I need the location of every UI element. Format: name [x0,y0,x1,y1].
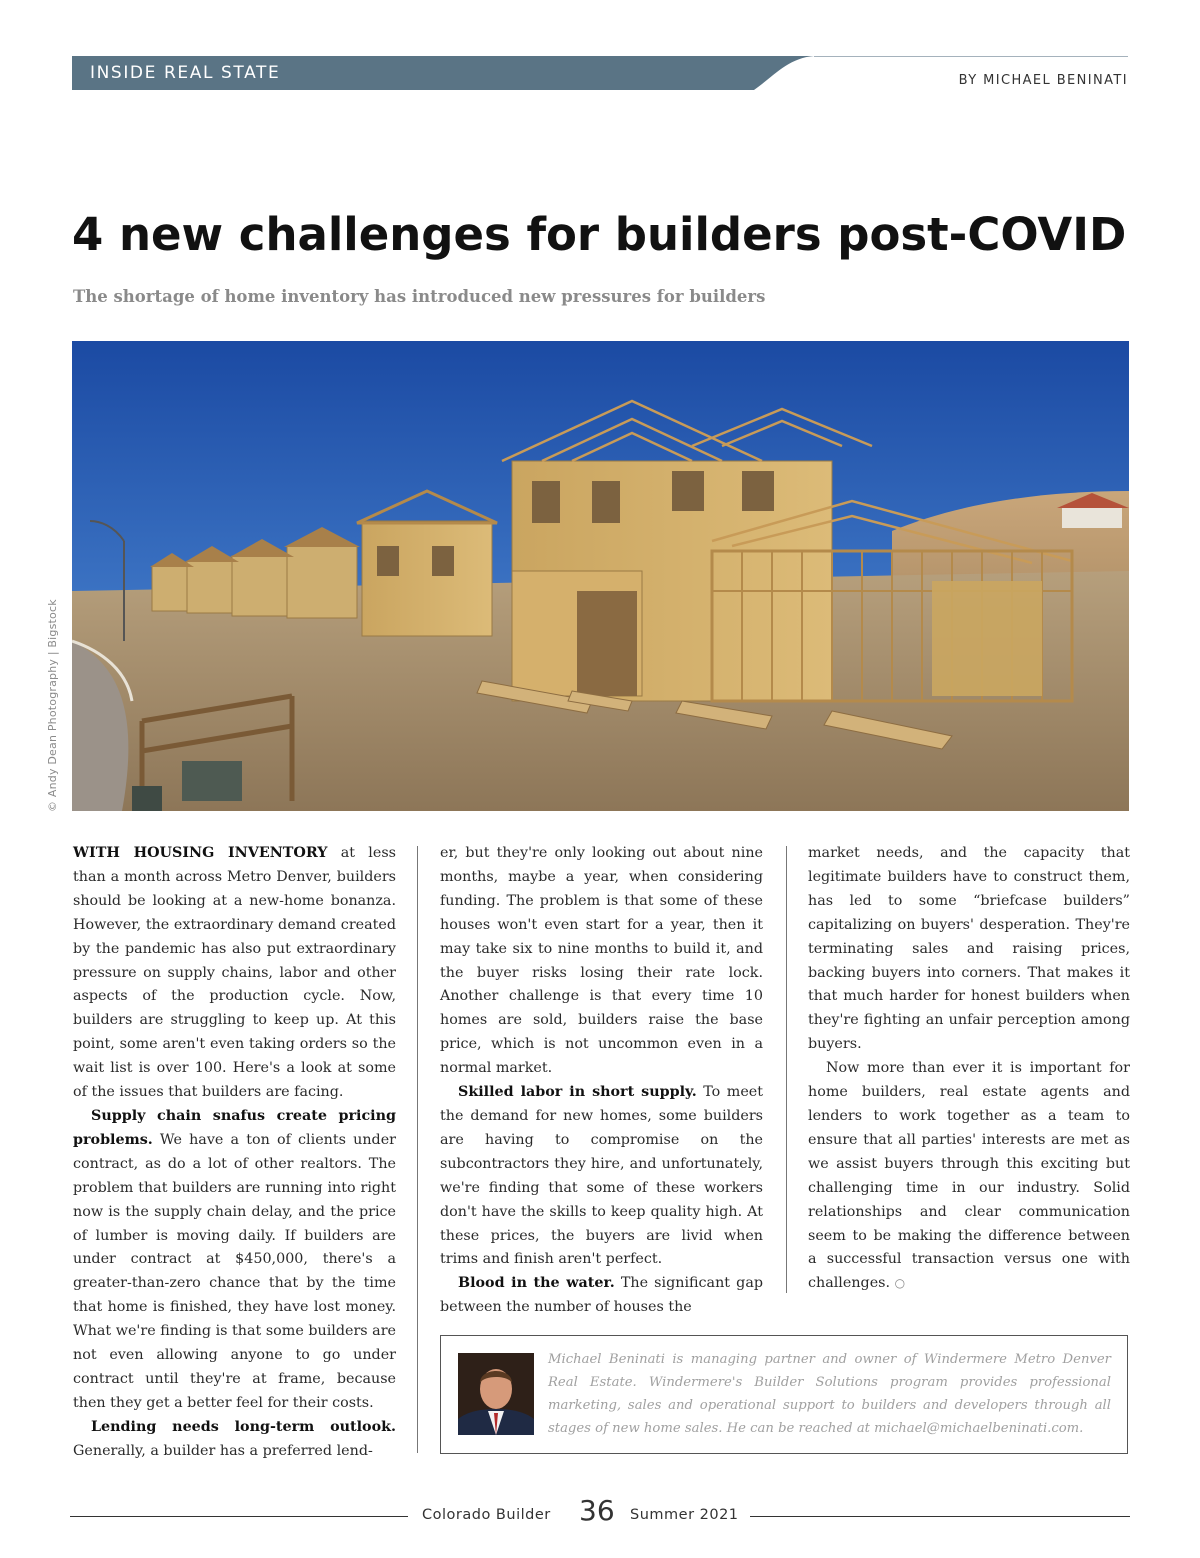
paragraph: Now more than ever it is important for home builders, real estate agents and lenders to work together as a team to ensure that all parties' interests are met as we assist buyers through this exciting but challenging time in our industry. Solid relationships and clear communication seem to be making the difference between a successful transaction versus one with challenges. ○ [808,1060,1130,1292]
paragraph: market needs, and the capacity that legitimate builders have to construct them, has led to some “briefcase builders” capitalizing on buyers' desperation. They're terminating sales and raising prices, backing buyers into corners. That makes it that much harder for honest builders when they're fighting an unfair perception among buyers. [808,845,1130,1053]
footer-issue: Summer 2021 [630,1507,739,1523]
paragraph: Blood in the water. The significant gap between the number of houses the [440,1275,763,1316]
subhead: Blood in the water. [458,1275,615,1292]
byline: BY MICHAEL BENINATI [958,73,1128,88]
section-label: INSIDE REAL STATE [90,63,281,83]
author-portrait [458,1353,534,1435]
paragraph: Skilled labor in short supply. To meet the demand for new homes, some builders are having to compromise on the subcontractors they hire, and unfortunately, we're finding that some of these workers don't have the skills to keep quality high. At these prices, the buyers are livid when trims and finish aren't perfect. [440,1084,763,1268]
subhead: Lending needs long-term outlook. [91,1418,396,1435]
article-column-1 [73,842,396,1464]
page-number: 36 [579,1494,615,1527]
column-divider [417,846,418,1453]
construction-site-illustration [72,341,1129,811]
author-headshot [458,1353,534,1435]
paragraph: er, but they're only looking out about nine months, maybe a year, when considering funding. The problem is that some of these houses won't even start for a year, then it may take six to nine months to build it, and the buyer risks losing their rate lock. Another challenge is that every time 10 homes are sold, builders raise the base price, which is not uncommon even in a normal market. [440,845,763,1077]
footer-publication: Colorado Builder [422,1507,551,1523]
column-divider [786,846,787,1293]
subhead: Skilled labor in short supply. [458,1084,697,1101]
photo-credit: © Andy Dean Photography | Bigstock [46,599,59,812]
construction-photo [72,341,1129,811]
author-bio-box [440,1335,1128,1454]
paragraph: WITH HOUSING INVENTORY at less than a month across Metro Denver, builders should be looking at a new-home bonanza. However, the extraordinary demand created by the pandemic has also put extraordinary pressure on supply chains, labor and other aspects of the production cycle. Now, builders are struggling to keep up. At this point, some aren't even taking orders so the wait list is over 100. Here's a look at some of the issues that builders are facing. [73,845,396,1101]
footer-rule [750,1516,1130,1517]
article-column-3 [808,842,1130,1296]
lead-in: WITH HOUSING INVENTORY [73,845,328,861]
footer-rule [70,1516,408,1517]
author-bio-text: Michael Beninati is managing partner and owner of Windermere Metro Denver Real Estate. Windermere's Builder Solutions program provides professional marketing, sales and operational support to builders and developers through all stages of new home sales. He can be reached at michael@michaelbeninati.com. [548,1352,1111,1436]
article-headline: 4 new challenges for builders post-COVID [72,208,1127,261]
subhead: Supply chain snafus create pricing problems. [73,1107,396,1148]
paragraph: Supply chain snafus create pricing problems. We have a ton of clients under contract, as do a lot of other realtors. The problem that builders are running into right now is the supply chain delay, and the price of lumber is moving daily. If builders are under contract at $450,000, there's a greater-than-zero chance that by the time that home is finished, they have lost money. What we're finding is that some builders are not even allowing anyone to go under contract until they're at frame, because then they get a better feel for their costs. [73,1107,396,1411]
article-deck: The shortage of home inventory has introduced new pressures for builders [73,287,766,306]
paragraph: Lending needs long-term outlook. Generally, a builder has a preferred lend- [73,1418,396,1459]
article-column-2 [440,842,763,1320]
end-mark-icon: ○ [894,1276,906,1291]
